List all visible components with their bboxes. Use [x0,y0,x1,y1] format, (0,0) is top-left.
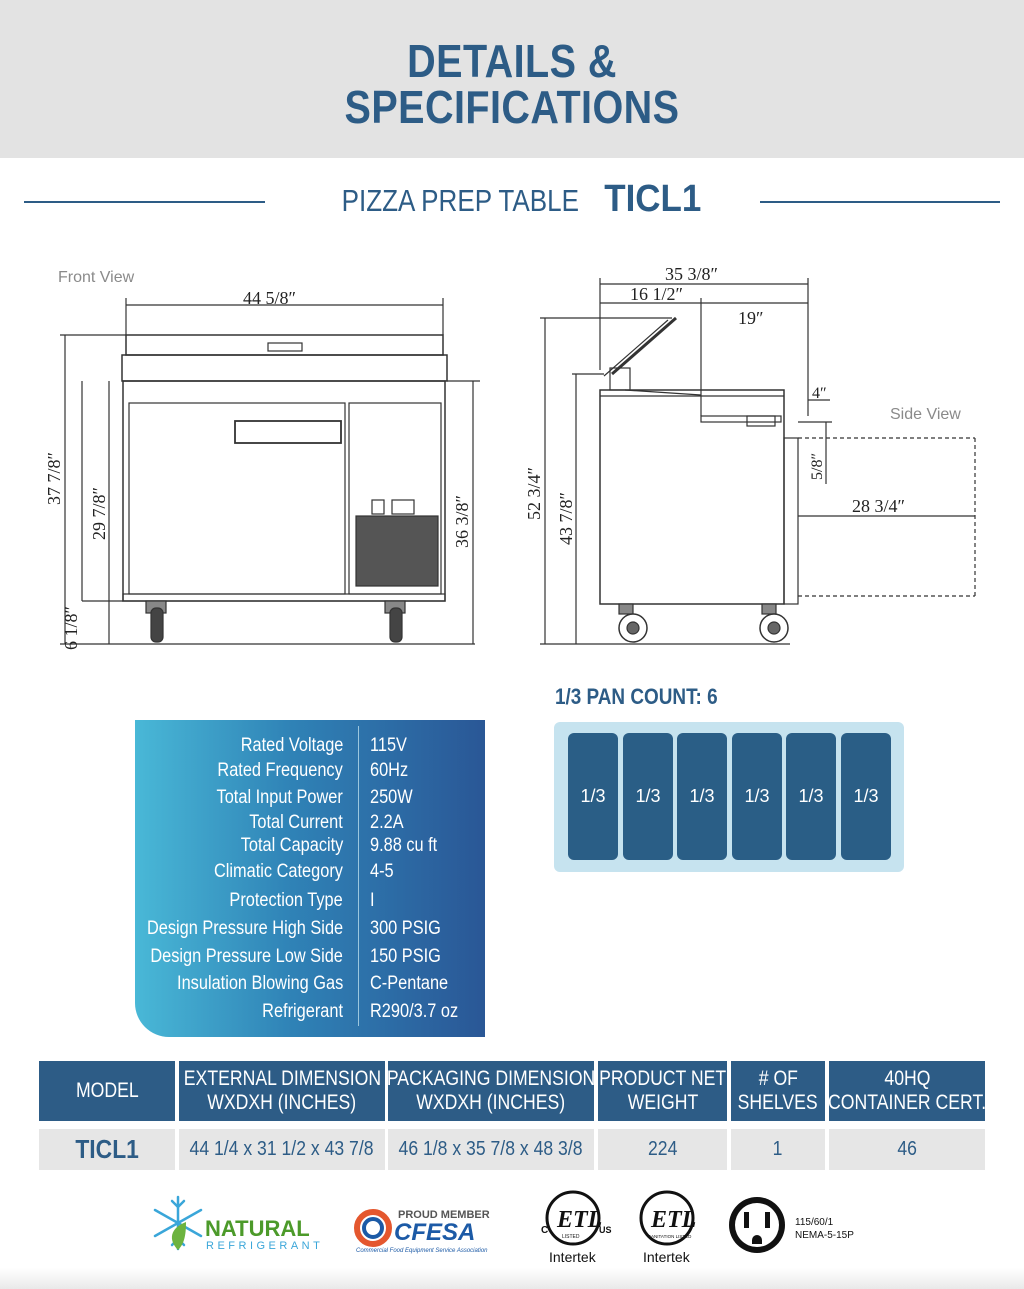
cell-value: 44 1/4 x 31 1/2 x 43 7/8 [190,1138,374,1160]
etl-sanitation-logo [641,1192,696,1265]
table-header-external [179,1061,385,1121]
cfesa-name-text: CFESA [394,1219,476,1246]
spec-value: 4-5 [370,861,394,882]
spec-value: 9.88 cu ft [370,835,438,856]
table-header-weight [598,1061,727,1121]
pan-slot: 1/3 [841,733,891,860]
natural-refrigerant-logo [155,1197,323,1252]
side-view-label: Side View [890,406,961,423]
spec-label: Design Pressure High Side [146,918,343,939]
pan-diagram [554,722,904,872]
side-ledge-dim: 4″ [812,385,827,402]
spec-label: Refrigerant [262,1001,343,1022]
header-label: PACKAGING DIMENSION [386,1067,596,1090]
spec-row [135,1001,485,1025]
pan-count-title: 1/3 PAN COUNT: 6 [555,684,718,709]
front-width-dim: 44 5/8″ [243,288,296,308]
side-door-gap-dim: 5/8″ [809,452,826,480]
spec-label: Protection Type [229,890,343,911]
page-title-line1: DETAILS & [407,35,617,87]
intertek-text: Intertek [643,1249,690,1265]
plug-type-text: NEMA-5-15P [795,1230,854,1241]
side-door-open-dim: 28 3/4″ [852,496,905,516]
front-total-height-dim: 37 7/8″ [44,452,64,505]
side-top-depth-dim: 19″ [738,308,764,328]
table-cell-external [179,1129,385,1170]
spec-label: Total Current [249,812,343,833]
refrigerant-text: REFRIGERANT [206,1240,324,1252]
side-lid-dim: 16 1/2″ [630,284,683,304]
etl-c-text: C [541,1225,549,1236]
etl-us-text: US [599,1225,612,1235]
technical-drawings [0,230,1024,670]
spec-row [135,890,485,914]
spec-row [135,735,485,759]
header-label: CONTAINER CERT. [827,1091,987,1114]
front-caster-dim: 6 1/8″ [61,606,81,650]
header-label: 40HQ [883,1067,931,1090]
header-label: WXDXH (INCHES) [207,1091,357,1114]
spec-value: R290/3.7 oz [370,1001,459,1022]
spec-row [135,835,485,859]
header-label: WEIGHT [627,1091,698,1114]
side-open-height-dim: 52 3/4″ [524,467,544,520]
spec-label: Rated Frequency [217,760,343,781]
spec-value: I [370,890,375,911]
product-type: PIZZA PREP TABLE [341,183,579,218]
spec-row [135,918,485,942]
spec-label: Design Pressure Low Side [150,946,343,967]
spec-row [135,812,485,836]
spec-row [135,760,485,784]
cell-value: 46 [897,1138,917,1160]
spec-value: 60Hz [370,760,409,781]
spec-value: 2.2A [370,812,404,833]
page-title-line2: SPECIFICATIONS [344,81,680,133]
side-depth-dim: 35 3/8″ [665,264,718,284]
header-label: EXTERNAL DIMENSION [183,1067,381,1090]
product-subtitle [0,178,1024,221]
natural-text: NATURAL [205,1216,310,1241]
spec-label: Rated Voltage [240,735,343,756]
table-header-shelves [731,1061,825,1121]
nema-plug-logo [729,1197,854,1253]
pan-slot: 1/3 [732,733,782,860]
spec-row [135,787,485,811]
intertek-text: Intertek [549,1249,596,1265]
spec-row [135,946,485,970]
table-cell-packaging [388,1129,594,1170]
spec-label: Insulation Blowing Gas [176,973,343,994]
table-cell-container [829,1129,985,1170]
table-cell-weight [598,1129,727,1170]
header-label: SHELVES [737,1091,819,1114]
spec-value: 115V [370,735,407,756]
cell-value: 1 [773,1138,783,1160]
pan-slot: 1/3 [568,733,618,860]
front-body-height-dim: 29 7/8″ [89,487,109,540]
product-model: TICL1 [603,178,702,220]
spec-label: Total Capacity [240,835,343,856]
side-body-height-dim: 43 7/8″ [556,492,576,545]
header-label: WXDXH (INCHES) [416,1091,566,1114]
table-cell-model [39,1129,175,1170]
spec-value: 150 PSIG [370,946,441,967]
spec-value: 250W [370,787,413,808]
front-right-height-dim: 36 3/8″ [452,495,472,548]
etl-sanitation-text: SANITATION LISTED [648,1234,692,1239]
cell-value: 224 [647,1138,678,1160]
pan-slot: 1/3 [623,733,673,860]
plug-outlet-icon [729,1197,785,1253]
plug-rating-text: 115/60/1 [795,1217,834,1228]
pan-slot: 1/3 [677,733,727,860]
table-cell-shelves [731,1129,825,1170]
spec-value: 300 PSIG [370,918,441,939]
cfesa-logo [356,1209,490,1254]
front-view-drawing [44,269,480,650]
table-header-packaging [388,1061,594,1121]
spec-label: Total Input Power [216,787,343,808]
spec-value: C-Pentane [370,973,449,994]
etl-mark-text: ETL [651,1207,697,1233]
front-view-label: Front View [58,269,135,286]
spec-row [135,973,485,997]
cell-value: 46 1/8 x 35 7/8 x 48 3/8 [399,1138,583,1160]
spec-row [135,861,485,885]
header-label: # OF [758,1067,798,1090]
header-label: MODEL [75,1079,139,1102]
etl-mark-text: ETL [557,1207,603,1233]
etl-listed-text: LISTED [562,1234,580,1240]
header-label: PRODUCT NET [598,1067,727,1090]
pan-slot: 1/3 [786,733,836,860]
cfesa-top-text: PROUD MEMBER [398,1209,490,1221]
table-header-model [39,1061,175,1121]
cell-value: TICL1 [75,1134,139,1164]
page-footer-shade [0,1268,1024,1289]
page-header [0,0,1024,158]
certification-logos [0,1185,1024,1265]
spec-label: Climatic Category [214,861,343,882]
side-view-drawing [524,264,975,644]
cfesa-sub-text: Commercial Food Equipment Service Association [356,1248,488,1254]
table-header-container [829,1061,985,1121]
specifications-panel [135,720,485,1037]
etl-listed-logo [541,1192,612,1265]
